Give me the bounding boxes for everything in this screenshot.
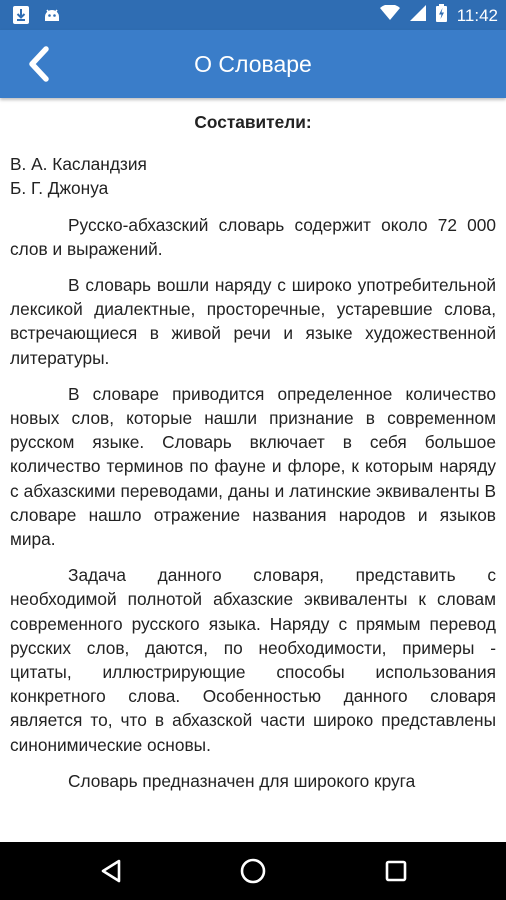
page-title: О Словаре <box>194 51 312 77</box>
nav-recents-button[interactable] <box>379 854 413 888</box>
description-paragraph: Задача данного словаря, представить с необходимой полнотой абхазские эквиваленты к словам современного русского языка. Наряду с прямым перевод русских слов, даются, по необходимости, примеры - цитаты, иллюстрирующие способы использования конкретного слова. Особенностью данного словаря является то, что в абхазской части широко представлены синонимические основы. <box>10 565 496 755</box>
system-status <box>380 4 498 27</box>
navigation-bar <box>0 842 506 900</box>
clock: 11:42 <box>456 5 498 25</box>
download-notification-icon <box>12 5 30 30</box>
back-arrow-icon <box>26 45 52 83</box>
triangle-back-icon <box>99 858 123 884</box>
description-paragraph: Русско-абхазский словарь содержит около 72 000 слов и выражений. <box>10 214 496 259</box>
notification-icons <box>12 5 62 30</box>
author-name: В. А. Касландзия <box>10 154 147 175</box>
status-bar <box>0 0 506 30</box>
wifi-icon <box>380 5 400 26</box>
about-content[interactable] <box>0 98 506 842</box>
nav-back-button[interactable] <box>94 854 128 888</box>
android-icon <box>42 5 62 30</box>
author-name: Б. Г. Джонуа <box>10 178 109 199</box>
nav-home-button[interactable] <box>236 854 270 888</box>
battery-charging-icon <box>436 4 447 27</box>
description-paragraph: В словаре приводится определенное количество новых слов, которые нашли признание в современном русском языке. Словарь включает в себя большое количество терминов по фауне и флоре, к которым наряду с абхазскими переводами, даны и латинские эквиваленты В словаре нашло отражение названия народов и языков мира. <box>10 383 496 550</box>
compilers-heading: Составители: <box>194 112 312 132</box>
square-recents-icon <box>384 859 408 883</box>
description-paragraph: Словарь предназначен для широкого круга <box>68 770 416 791</box>
circle-home-icon <box>239 857 267 885</box>
app-bar <box>0 30 506 98</box>
authors-list <box>10 152 496 200</box>
signal-icon <box>410 5 426 26</box>
description-paragraph: В словарь вошли наряду с широко употребительной лексикой диалектные, просторечные, устаревшие слова, встречающиеся в живой речи и языке художественной литературы. <box>10 275 496 368</box>
back-button[interactable] <box>18 43 60 85</box>
